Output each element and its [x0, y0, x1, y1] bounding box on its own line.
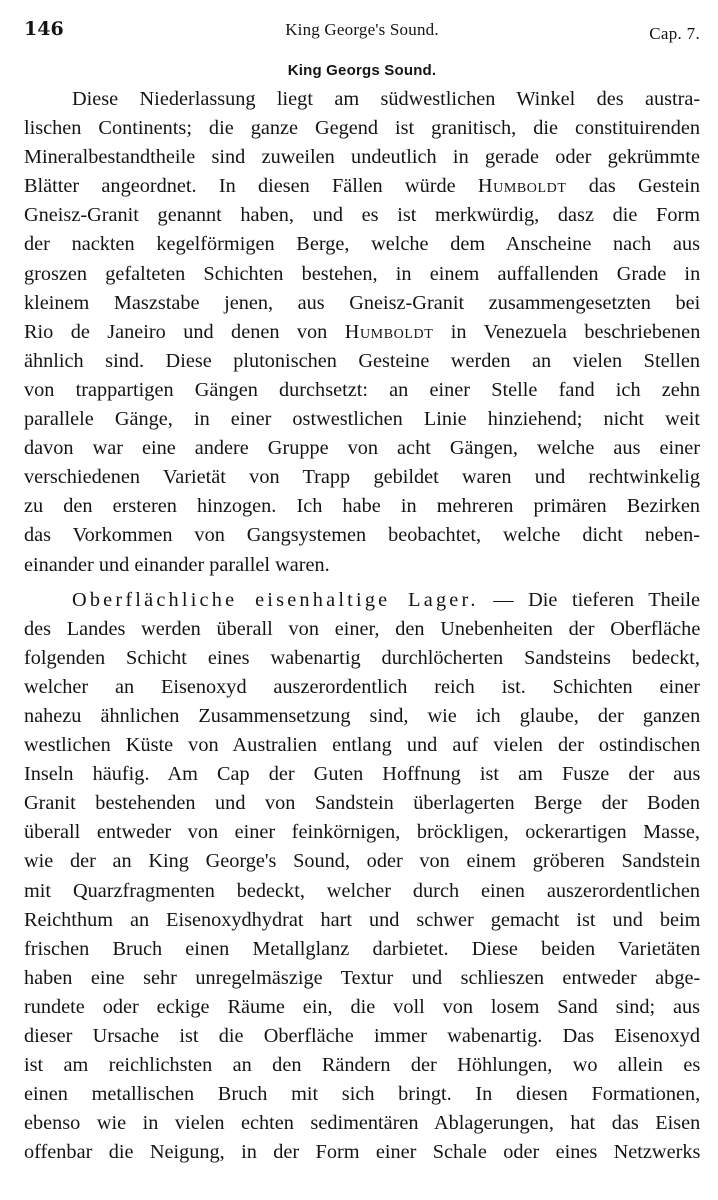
text-line: von trappartigen Gängen durchsetzt: an einer Stelle fand ich zehn [24, 378, 701, 401]
text-line: dieser Ursache ist die Oberfläche immer wabenartig. Das Eisenoxyd [24, 1025, 700, 1047]
text-line: nahezu ähnlichen Zusammensetzung sind, wie ich glaube, der ganzen [24, 704, 701, 727]
text-line: überall entweder von einer feinkörnigen, bröckligen, ockerartigen Masse, [24, 821, 700, 844]
text-line: der nackten kegelförmigen Berge, welche dem Anscheine nach aus [24, 233, 701, 256]
text-line: des Landes werden überall von einer, den Unebenheiten der Oberfläche [24, 617, 701, 640]
text-line: rundete oder eckige Räume ein, die voll von losem Sand sind; aus [24, 995, 701, 1018]
author-name-humboldt: Humboldt [477, 175, 567, 198]
paragraph-eisenhaltige-lager [24, 586, 700, 1168]
running-title: King George's Sound. [285, 20, 439, 39]
text-line: groszen gefalteten Schichten bestehen, in einem auffallenden Grade in [24, 262, 701, 285]
text-line: das Vorkommen von Gangsystemen beobachtet, welche dicht neben- [24, 524, 700, 547]
section-heading: King Georgs Sound. [287, 62, 437, 79]
text-line: zu den ersteren hinzogen. Ich habe in mehreren primären Bezirken [24, 495, 700, 518]
text-fragment: Rio de Janeiro und denen von [24, 320, 328, 343]
text-fragment: Blätter angeordnet. In diesen Fällen würde [24, 175, 456, 198]
text-fragment: — Die tieferen Theile [493, 588, 701, 611]
spaced-subheading: Oberflächliche eisenhaltige Lager. [72, 588, 479, 611]
text-line: wie der an King George's Sound, oder von einem gröberen Sandstein [24, 850, 701, 873]
text-line: einander und einander parallel waren. [24, 553, 330, 576]
author-name-humboldt: Humboldt [344, 320, 434, 343]
text-line: davon war eine andere Gruppe von acht Gängen, welche aus einer [24, 437, 700, 460]
text-fragment: das Gestein [588, 175, 700, 198]
text-line [24, 586, 700, 615]
page-number: 146 [24, 18, 64, 40]
text-line: Mineralbestandtheile sind zuweilen undeutlich in gerade oder gekrümmte [24, 146, 700, 169]
text-line: Inseln häufig. Am Cap der Guten Hoffnung ist am Fusze der aus [24, 763, 701, 786]
text-line: Reichthum an Eisenoxydhydrat hart und schwer gemacht ist und beim [24, 908, 701, 931]
text-line [24, 172, 700, 201]
text-fragment: in Venezuela beschriebenen [450, 320, 701, 343]
text-line: parallele Gänge, in einer ostwestlichen Linie hinziehend; nicht weit [24, 408, 700, 431]
text-line: ist am reichlichsten an den Rändern der Höhlungen, wo allein es [24, 1054, 701, 1077]
running-header [24, 18, 700, 52]
text-line: Granit bestehenden und von Sandstein überlagerten Berge der Boden [24, 792, 700, 815]
text-line: Diese Niederlassung liegt am südwestlichen Winkel des austra- [72, 88, 701, 110]
text-line: offenbar die Neigung, in der Form einer Schale oder eines Netzwerks [24, 1141, 701, 1164]
chapter-label: Cap. 7. [649, 24, 700, 43]
text-line: kleinem Maszstabe jenen, aus Gneisz-Granit zusammengesetzten bei [24, 291, 701, 314]
text-line: einen metallischen Bruch mit sich bringt. In diesen Formationen, [24, 1083, 701, 1106]
text-line [24, 318, 700, 347]
text-line: haben eine sehr unregelmäszige Textur und schlieszen entweder abge- [24, 966, 701, 989]
text-line: lischen Continents; die ganze Gegend ist granitisch, die constituirenden [24, 117, 700, 140]
text-line: frischen Bruch einen Metallglanz darbietet. Diese beiden Varietäten [24, 937, 701, 960]
text-line: Gneisz-Granit genannt haben, und es ist merkwürdig, dasz die Form [24, 204, 700, 227]
text-line: mit Quarzfragmenten bedeckt, welcher durch einen auszerordentlichen [24, 879, 700, 902]
text-line: ähnlich sind. Diese plutonischen Gesteine werden an vielen Stellen [24, 349, 700, 372]
text-line: verschiedenen Varietät von Trapp gebildet waren und rechtwinkelig [24, 466, 700, 489]
text-line: folgenden Schicht eines wabenartig durchlöcherten Sandsteins bedeckt, [24, 646, 700, 669]
text-line: welcher an Eisenoxyd auszerordentlich reich ist. Schichten einer [24, 675, 700, 698]
paragraph-niederlassung [24, 85, 700, 580]
text-line: ebenso wie in vielen echten sedimentären Ablagerungen, hat das Eisen [24, 1112, 701, 1135]
text-line: westlichen Küste von Australien entlang und auf vielen der ostindischen [24, 734, 701, 757]
